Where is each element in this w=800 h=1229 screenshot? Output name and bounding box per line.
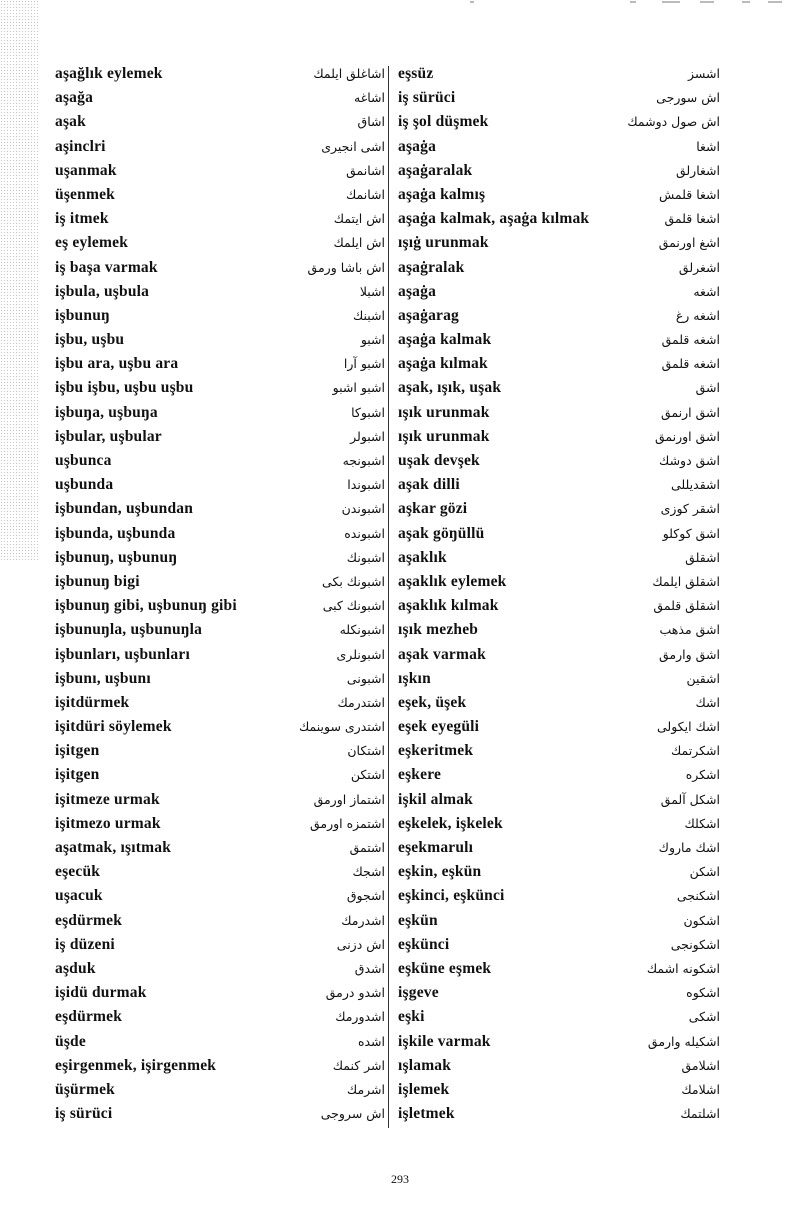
entry-latin-headword: eşekmarulı [398,839,474,856]
entry-arabic-script: اشق دوشك [659,453,720,468]
entry-arabic-script: اشكل آلمق [660,791,720,807]
entry-latin-headword: aşaklık eylemek [398,572,507,590]
entry-arabic-script: اشكره [685,767,720,783]
entry-latin-headword: aşak [55,113,86,131]
dictionary-entry [55,884,385,908]
dictionary-entry [398,1078,720,1102]
dictionary-entry [55,280,385,304]
dictionary-entry [55,328,385,352]
entry-arabic-script: اشبوكا [351,404,385,420]
entry-arabic-script: اشكون [683,912,720,928]
entry-arabic-script: اشتمق [349,840,385,855]
dictionary-entry [398,110,720,134]
entry-latin-headword: işitgen [55,742,100,760]
dictionary-entry [398,884,720,908]
entry-latin-headword: eşdürmek [55,1008,123,1026]
entry-latin-headword: işbunda, uşbunda [55,524,176,542]
entry-latin-headword: eşdürmek [55,911,123,929]
dictionary-entry [398,860,720,884]
entry-latin-headword: işbu işbu, uşbu uşbu [55,379,194,397]
dictionary-entry [398,328,720,352]
dictionary-entry [55,86,385,110]
entry-latin-headword: ışık urunmak [398,403,490,421]
dictionary-entry [398,933,720,957]
entry-arabic-script: اشق مذهب [659,622,720,638]
dictionary-entry [398,62,720,86]
dictionary-entry [55,1054,385,1078]
entry-arabic-script: اشغه رغ [675,307,720,323]
dictionary-entry [55,473,385,497]
dictionary-entry [398,256,720,280]
dictionary-entry [55,860,385,884]
entry-latin-headword: uşbunda [55,476,114,494]
entry-arabic-script: اشق كوكلو [662,525,720,541]
page-number: 293 [391,1172,409,1186]
entry-latin-headword: işitmezo urmak [55,814,161,832]
dictionary-entry [55,1078,385,1102]
entry-arabic-script: اشكوه [686,985,720,1001]
entry-latin-headword: işbunuŋ gibi, uşbunuŋ gibi [55,597,237,615]
entry-latin-headword: işlemek [398,1080,450,1098]
entry-latin-headword: işbunları, uşbunları [55,645,190,663]
entry-arabic-script: اشقر كوزى [660,501,720,517]
dictionary-entry [398,715,720,739]
entry-latin-headword: işitmeze urmak [55,790,160,808]
entry-latin-headword: eşek, üşek [398,693,467,711]
dictionary-entry [398,1054,720,1078]
entry-arabic-script: اشجوق [346,888,385,904]
entry-latin-headword: işbunuŋ [55,306,110,324]
entry-arabic-script: اشبو آرا [343,356,385,372]
dictionary-entry [55,836,385,860]
entry-latin-headword: eşkinci, eşkünci [398,887,505,905]
entry-latin-headword: uşacuk [55,887,103,905]
dictionary-entry [55,256,385,280]
dictionary-entry [398,376,720,400]
entry-latin-headword: eşkin, eşkün [398,863,482,881]
dictionary-entry [398,1030,720,1054]
entry-latin-headword: iş sürüci [398,89,456,107]
entry-latin-headword: ışkın [398,669,431,687]
dictionary-entry [398,739,720,763]
entry-latin-headword: aşaklık kılmak [398,597,499,615]
entry-latin-headword: uşak devşek [398,452,480,469]
entry-latin-headword: aşak göŋüllü [398,524,485,542]
dictionary-entry [398,1005,720,1029]
entry-latin-headword: aşaġa kalmak [398,331,492,349]
dictionary-entry [55,594,385,618]
dictionary-entry [55,788,385,812]
entry-arabic-script: اشاغه [354,90,385,106]
entry-arabic-script: اش صول دوشمك [627,114,720,130]
entry-latin-headword: aşak varmak [398,645,486,663]
dictionary-entry [398,304,720,328]
entry-arabic-script: اشدق [354,960,385,976]
entry-arabic-script: اشكرتمك [671,743,720,759]
entry-latin-headword: işbunuŋ, uşbunuŋ [55,548,178,566]
left-column [55,62,385,1126]
entry-arabic-script: اشقلق ايلمك [652,573,720,589]
entry-arabic-script: اش ايلمك [333,235,385,251]
entry-latin-headword: aşaġa [398,282,437,300]
entry-latin-headword: aşaġralak [398,258,465,276]
entry-latin-headword: iş şol düşmek [398,113,489,131]
entry-arabic-script: اشك ايكولى [657,719,720,735]
dictionary-entry [55,909,385,933]
entry-latin-headword: eşküne eşmek [398,959,492,977]
entry-arabic-script: اشق ارنمق [661,404,720,420]
entry-arabic-script: اش سورجى [656,90,720,106]
entry-latin-headword: aşaġa kalmak, aşaġa kılmak [398,210,590,228]
dictionary-entry [398,667,720,691]
dictionary-entry [398,280,720,304]
entry-latin-headword: işitdüri söylemek [55,718,172,736]
entry-latin-headword: aşinclri [55,137,106,155]
entry-arabic-script: اشلتمك [680,1106,720,1122]
entry-arabic-script: اشكونه اشمك [646,960,720,976]
dictionary-entry [398,425,720,449]
dictionary-entry [398,594,720,618]
dictionary-entry [398,981,720,1005]
dictionary-entry [55,352,385,376]
entry-latin-headword: iş sürüci [55,1105,113,1123]
entry-arabic-script: اشتماز اورمق [313,791,385,807]
entry-latin-headword: aşkar gözi [398,500,468,518]
entry-arabic-script: اشبونكله [339,622,385,638]
entry-arabic-script: اشقلق [685,549,720,565]
dictionary-entry [55,231,385,255]
entry-latin-headword: işbunı, uşbunı [55,669,151,687]
entry-arabic-script: اشبونجه [342,453,385,468]
entry-arabic-script: اشتدرى سوينمك [298,719,385,735]
entry-arabic-script: اشبونك كبى [322,598,385,614]
entry-arabic-script: اشتكن [350,767,385,783]
entry-arabic-script: اشتمزه اورمق [309,815,385,831]
entry-latin-headword: işbunuŋla, uşbunuŋla [55,621,203,639]
entry-arabic-script: اشكلك [684,815,720,831]
entry-arabic-script: اشكونجى [670,936,720,952]
entry-arabic-script: اشكن [689,864,720,880]
entry-arabic-script: اشغارلق [675,162,720,178]
dictionary-entry [398,1102,720,1126]
entry-latin-headword: eşek eyegüli [398,718,480,736]
dictionary-entry [55,62,385,86]
dictionary-entry [55,570,385,594]
entry-latin-headword: eşecük [55,863,101,881]
dictionary-entry [55,1030,385,1054]
entry-latin-headword: eş eylemek [55,234,129,252]
entry-latin-headword: işgeve [398,984,439,1002]
entry-latin-headword: işbular, uşbular [55,427,162,445]
dictionary-entry [55,159,385,183]
right-column [398,62,720,1126]
entry-latin-headword: ışlamak [398,1056,452,1074]
dictionary-entry [398,763,720,787]
entry-arabic-script: اشكيله وارمق [647,1033,720,1049]
dictionary-entry [55,1005,385,1029]
dictionary-entry [55,739,385,763]
entry-arabic-script: اشانمك [346,186,385,202]
dictionary-entry [398,836,720,860]
entry-latin-headword: eşki [398,1008,425,1026]
entry-latin-headword: üşürmek [55,1080,115,1098]
entry-arabic-script: اشبولر [350,428,385,444]
entry-arabic-script: اشغا قلمق [664,211,720,227]
entry-latin-headword: işitdürmek [55,693,130,711]
dictionary-entry [55,715,385,739]
entry-latin-headword: işletmek [398,1105,455,1123]
entry-latin-headword: işkile varmak [398,1032,491,1050]
entry-latin-headword: aşağa [55,89,94,107]
entry-arabic-script: اشك [695,694,720,710]
dictionary-entry [55,933,385,957]
entry-arabic-script: اش باشا ورمق [307,259,385,275]
dictionary-entry [398,522,720,546]
dictionary-entry [55,497,385,521]
entry-latin-headword: işkil almak [398,790,473,808]
entry-latin-headword: aşaklık [398,548,447,566]
entry-arabic-script: اشغ اورنمق [658,235,720,251]
dictionary-entry [398,957,720,981]
entry-latin-headword: aşak dilli [398,476,460,494]
entry-latin-headword: aşaġa kılmak [398,355,488,373]
entry-arabic-script: اشبوندن [341,501,385,517]
entry-latin-headword: aşaġa kalmış [398,185,486,203]
entry-arabic-script: اشاق [357,114,385,130]
entry-arabic-script: اشتدرمك [337,694,385,710]
dictionary-entry [398,231,720,255]
entry-arabic-script: اشلامك [681,1081,720,1097]
entry-latin-headword: aşaġa [398,137,437,155]
entry-latin-headword: işbuŋa, uşbuŋa [55,403,158,421]
dictionary-entry [55,691,385,715]
entry-arabic-script: اشدرمك [341,912,385,928]
entry-latin-headword: iş başa varmak [55,258,158,276]
entry-arabic-script: اشبونك [346,549,385,565]
dictionary-entry [55,643,385,667]
dictionary-entry [398,207,720,231]
entry-latin-headword: işbundan, uşbundan [55,500,194,518]
entry-latin-headword: uşbunca [55,452,112,469]
entry-arabic-script: اشغه قلمق [661,356,720,372]
entry-latin-headword: eşkelek, işkelek [398,814,503,832]
entry-latin-headword: eşirgenmek, işirgenmek [55,1056,217,1074]
entry-latin-headword: eşsüz [398,65,434,82]
entry-latin-headword: iş düzeni [55,935,115,953]
dictionary-entry [55,1102,385,1126]
dictionary-entry [398,497,720,521]
top-scan-marks [400,0,800,6]
dictionary-entry [55,425,385,449]
entry-arabic-script: اشر كنمك [332,1057,385,1073]
entry-arabic-script: اشغا [696,138,720,154]
dictionary-entry [55,667,385,691]
entry-arabic-script: اشانمق [346,162,385,178]
dictionary-entry [398,352,720,376]
dictionary-entry [55,401,385,425]
entry-latin-headword: işidü durmak [55,984,147,1002]
dictionary-entry [398,183,720,207]
entry-arabic-script: اش دزنى [336,936,385,952]
entry-arabic-script: اش سروجى [320,1106,385,1122]
entry-arabic-script: اشقديللى [670,477,720,493]
dictionary-entry [398,788,720,812]
entry-latin-headword: eşkere [398,766,442,784]
entry-arabic-script: اشغرلق [678,259,720,275]
entry-latin-headword: ışık urunmak [398,427,490,445]
entry-latin-headword: eşkünci [398,935,450,953]
entry-latin-headword: aşduk [55,959,96,977]
dictionary-entry [398,643,720,667]
entry-arabic-script: اشبونى [346,670,385,686]
entry-latin-headword: iş itmek [55,210,109,228]
scan-edge-texture [0,0,40,560]
dictionary-entry [398,473,720,497]
entry-arabic-script: اشبو اشبو [332,380,385,396]
entry-latin-headword: eşkün [398,911,438,929]
entry-arabic-script: اش ايتمك [333,211,385,227]
entry-arabic-script: اشلامق [681,1057,720,1073]
dictionary-entry [55,763,385,787]
entry-latin-headword: aşağlık eylemek [55,65,163,82]
dictionary-entry [55,449,385,473]
column-divider [388,66,389,1128]
entry-latin-headword: aşak, ışık, uşak [398,379,502,397]
entry-arabic-script: اشدورمك [335,1009,385,1025]
entry-arabic-script: اشكنجى [676,888,720,904]
dictionary-entry [398,691,720,715]
entry-arabic-script: اشاغلق ايلمك [313,66,385,81]
dictionary-entry [398,86,720,110]
entry-latin-headword: aşaġaralak [398,161,473,179]
entry-arabic-script: اشبلا [359,283,385,299]
entry-arabic-script: اشبنك [352,307,385,323]
entry-arabic-script: اشده [357,1033,385,1049]
entry-arabic-script: اشغه قلمق [661,332,720,348]
dictionary-entry [398,570,720,594]
entry-arabic-script: اشغه [693,283,720,299]
dictionary-entry [398,159,720,183]
dictionary-entry [55,183,385,207]
dictionary-entry [398,401,720,425]
entry-arabic-script: اشجك [352,864,385,880]
dictionary-entry [55,957,385,981]
dictionary-entry [55,304,385,328]
entry-latin-headword: üşenmek [55,185,115,203]
entry-latin-headword: uşanmak [55,161,117,179]
dictionary-entry [55,546,385,570]
entry-arabic-script: اشبو [360,332,385,348]
dictionary-entry [55,135,385,159]
entry-arabic-script: اشرمك [346,1081,385,1097]
entry-arabic-script: اشقين [686,670,720,686]
dictionary-entry [398,909,720,933]
dictionary-entry [398,812,720,836]
entry-arabic-script: اشك ماروك [658,840,720,855]
dictionary-entry [398,546,720,570]
entry-latin-headword: işitgen [55,766,100,784]
dictionary-entry [55,812,385,836]
entry-latin-headword: eşkeritmek [398,742,474,760]
entry-arabic-script: اشق وارمق [658,646,720,662]
dictionary-entry [398,135,720,159]
dictionary-entry [398,449,720,473]
entry-arabic-script: اشكى [688,1009,720,1025]
entry-arabic-script: اشبونك بكى [322,573,385,589]
dictionary-entry [398,618,720,642]
entry-arabic-script: اشبونده [344,525,385,541]
dictionary-entry [55,110,385,134]
entry-latin-headword: ışıġ urunmak [398,234,489,252]
dictionary-entry [55,618,385,642]
entry-arabic-script: اشقلق قلمق [653,598,720,614]
entry-arabic-script: اشتكان [347,743,385,759]
dictionary-entry [55,981,385,1005]
entry-latin-headword: üşde [55,1032,86,1050]
entry-arabic-script: اشى انجيرى [321,138,385,154]
entry-arabic-script: اشدو درمق [325,985,385,1001]
entry-latin-headword: aşaġarag [398,306,460,324]
entry-latin-headword: aşatmak, ışıtmak [55,839,172,856]
entry-arabic-script: اشبوندا [347,477,385,493]
entry-latin-headword: ışık mezheb [398,621,479,639]
dictionary-entry [55,376,385,400]
entry-latin-headword: işbu, uşbu [55,331,125,349]
entry-latin-headword: işbula, uşbula [55,282,150,300]
entry-arabic-script: اشق [695,380,720,396]
entry-arabic-script: اشغا قلمش [658,186,720,202]
dictionary-entry [55,522,385,546]
entry-latin-headword: işbu ara, uşbu ara [55,355,179,373]
entry-arabic-script: اشسز [688,66,720,81]
entry-latin-headword: işbunuŋ bigi [55,572,140,590]
entry-arabic-script: اشق اورنمق [654,428,720,444]
dictionary-entry [55,207,385,231]
entry-arabic-script: اشبونلرى [336,646,385,662]
